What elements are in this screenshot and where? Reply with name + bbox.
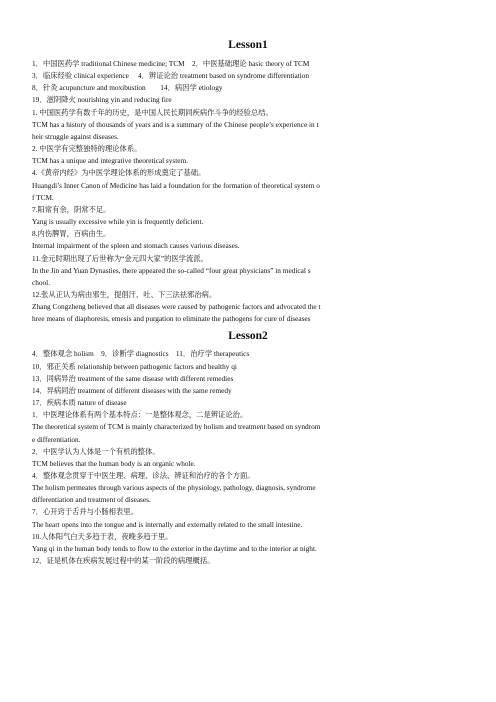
lesson2-line: differentiation and treatment of diseases. [32,495,151,505]
lesson2-line: 13．同病异治 treatment of the same disease with different remedies [32,373,234,383]
lesson1-line: 2. 中医学有完整独特的理论体系。 [32,144,142,154]
lesson1-line: In the Jin and Yuan Dynasties, there appeared the so-called “four great physicians” in medical s [32,265,311,275]
lesson2-line: 10.人体阳气白天多趋于表，夜晚多趋于里。 [32,531,173,541]
lesson2-line: 10．邪正关系 relationship between pathogenic factors and healthy qi [32,361,237,371]
lesson2-line: 4．整体观念贯穿于中医生理、病理、诊法、辨证和治疗的各个方面。 [32,471,255,480]
lesson1-line: 3．临床经验 clinical experience 4．辨证论治 treatment based on syndrome differentiation [32,71,310,81]
lesson1-title: Lesson1 [228,39,268,51]
lesson2-line: 14．异病同治 treatment of different diseases with the same remedy [32,385,232,395]
lesson1-line: 11.金元时期出现了后世称为“金元四大家”的医学流派。 [32,253,208,263]
lesson1-line: 7.阳常有余，阴常不足。 [32,204,111,214]
lesson2-line: 2．中医学认为人体是一个有机的整体。 [32,446,160,456]
lesson2-line: The theoretical system of TCM is mainly characterized by holism and treatment based on syndrom [32,422,321,432]
lesson1-line: Internal impairment of the spleen and stomach causes various diseases. [32,241,240,251]
lesson2-line: e differentiation. [32,434,81,444]
lesson1-line: 4.《黄帝内经》为中医学理论体系的形成奠定了基础。 [32,168,206,178]
lesson2-line: 17．疾病本质 nature of disease [32,398,127,408]
lesson1-line: hree means of diaphoresis, emesis and purgation to eliminate the pathogens for cure of diseases [32,314,311,324]
lesson1-line: 8．针灸 acupuncture and moxibustion 14．病因学 etiology [32,83,223,93]
lesson2-title: Lesson2 [228,330,268,343]
lesson1-line: 1. 中国医药学有数千年的历史，是中国人民长期同疾病作斗争的经验总结。 [32,107,273,117]
lesson1-line: f TCM. [32,192,54,202]
lesson2-line: TCM believes that the human body is an organic whole. [32,458,196,468]
lesson2-body [32,348,464,567]
lesson2-line: The heart opens into the tongue and is internally and externally related to the small intestine. [32,519,303,529]
lesson1-line: Yang is usually excessive while yin is frequently deficient. [32,217,204,227]
lesson1-line: heir struggle against diseases. [32,131,119,141]
lesson2-line: 4．整体观念 holism 9．诊断学 diagnostics 11．治疗学 therapeutics [32,349,250,359]
document-content [32,38,464,567]
lesson1-body [32,58,464,325]
lesson2-line: 7．心开窍于舌并与小肠相表里。 [32,507,138,517]
lesson1-line: Zhang Congzheng believed that all diseases were caused by pathogenic factors and advocated the t [32,302,321,312]
lesson1-line: TCM has a history of thousands of years and is a summary of the Chinese people’s experience in t [32,119,319,129]
lesson2-line: 1．中医理论体系有两个基本特点：一是整体观念，二是辨证论治。 [32,410,248,420]
lesson2-line: The holism permeates through various aspects of the physiology, pathology, diagnosis, syndrome [32,483,316,493]
lesson2-line: 12．证是机体在疾病发展过程中的某一阶段的病理概括。 [32,556,215,566]
lesson1-line: 1．中国医药学 traditional Chinese medicine; TCM 2．中医基础理论 basic theory of TCM [32,59,310,68]
lesson1-line: 12.张从正认为病由邪生，提倡汗、吐、下三法祛邪治病。 [32,289,217,299]
lesson1-line: TCM has a unique and integrative theoretical system. [32,156,189,166]
lesson2-line: Yang qi in the human body tends to flow to the exterior in the daytime and to the interior at night. [32,543,317,553]
lesson1-line: Huangdi’s Inner Canon of Medicine has laid a foundation for the formation of theoretical system o [32,180,320,190]
lesson1-line: 19．滋阴降火 nourishing yin and reducing fire [32,95,172,105]
lesson1-line: chool. [32,277,51,287]
lesson1-line: 8.内伤脾胃，百病由生。 [32,229,111,239]
